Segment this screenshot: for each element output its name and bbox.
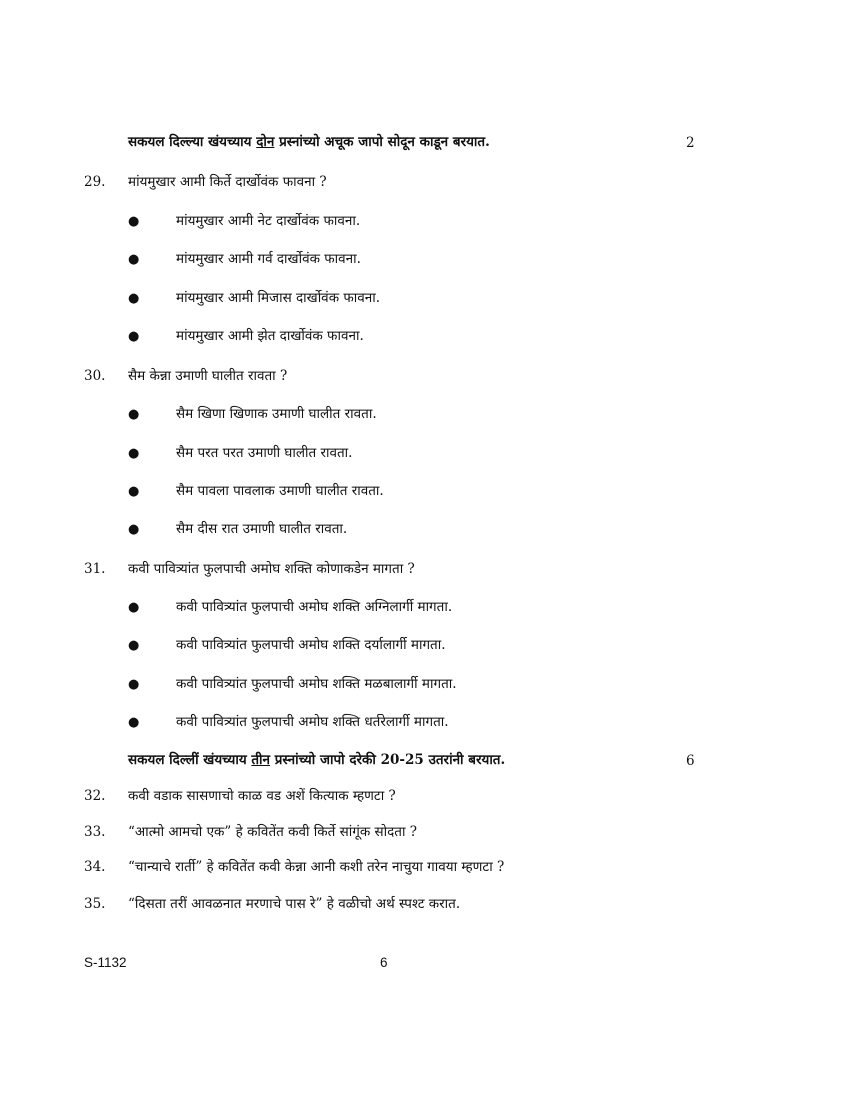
option-text: मांयमुखार आमी झेत दार्खोवंक फावना.: [176, 328, 364, 344]
question-text: “आत्मो आमचो एक” हे कवितेंत कवी किर्ते सांगूंक सोदता ?: [128, 824, 418, 840]
option-text: सैम दीस रात उमाणी घालीत रावता.: [176, 521, 348, 537]
question-text: मांयमुखार आमी किर्ते दार्खोवंक फावना ?: [128, 174, 327, 190]
question-number: 30.: [84, 368, 106, 384]
section-a-instruction: [128, 132, 490, 152]
page-number: 6: [380, 955, 388, 970]
option-text: कवी पावित्र्यांत फुलपाची अमोघ शक्ति दर्यालार्गी मागता.: [176, 637, 446, 653]
question-text: “चान्याचे रार्ती” हे कवितेंत कवी केन्ना आनी कशी तरेन नाचुया गावया म्हणटा ?: [128, 859, 505, 875]
section-b-instruction: [128, 750, 505, 770]
section-b-pre: सकयल दिल्लीं खंयच्याय: [128, 752, 252, 768]
section-a-count: दोन: [256, 134, 275, 150]
question-number: 35.: [84, 896, 106, 912]
section-b-marks: 6: [686, 753, 695, 769]
option-text: कवी पावित्र्यांत फुलपाची अमोघ शक्ति मळबालार्गी मागता.: [176, 676, 457, 692]
question-text: कवी वडाक सासणाचो काळ वड अशें कित्याक म्हणटा ?: [128, 788, 396, 804]
question-number: 31.: [84, 561, 106, 577]
bullet-icon: ●: [128, 638, 140, 653]
bullet-icon: ●: [128, 252, 140, 267]
section-b-post: प्रस्नांच्यो जापो दरेकी 20-25 उतरांनी बरयात.: [270, 752, 506, 768]
question-text: सैम केन्ना उमाणी घालीत रावता ?: [128, 368, 288, 384]
section-a-post: प्रस्नांच्यो अचूक जापो सोदून काडून बरयात.: [274, 134, 490, 150]
section-a-marks: 2: [686, 135, 695, 151]
bullet-icon: ●: [128, 600, 140, 615]
bullet-icon: ●: [128, 329, 140, 344]
bullet-icon: ●: [128, 484, 140, 499]
bullet-icon: ●: [128, 522, 140, 537]
bullet-icon: ●: [128, 715, 140, 730]
option-text: मांयमुखार आमी नेट दार्खोवंक फावना.: [176, 213, 361, 229]
question-text: कवी पावित्र्यांत फुलपाची अमोघ शक्ति कोणाकडेन मागता ?: [128, 561, 415, 577]
option-text: कवी पावित्र्यांत फुलपाची अमोघ शक्ति धर्तरेलार्गी मागता.: [176, 714, 449, 730]
bullet-icon: ●: [128, 407, 140, 422]
question-number: 34.: [84, 859, 106, 875]
section-b-count: तीन: [251, 752, 271, 768]
bullet-icon: ●: [128, 446, 140, 461]
question-number: 32.: [84, 788, 106, 804]
option-text: कवी पावित्र्यांत फुलपाची अमोघ शक्ति अग्निलार्गी मागता.: [176, 599, 453, 615]
bullet-icon: ●: [128, 291, 140, 306]
question-number: 33.: [84, 824, 106, 840]
bullet-icon: ●: [128, 677, 140, 692]
question-number: 29.: [84, 174, 106, 190]
option-text: सैम पावला पावलाक उमाणी घालीत रावता.: [176, 483, 384, 499]
bullet-icon: ●: [128, 214, 140, 229]
option-text: मांयमुखार आमी मिजास दार्खोवंक फावना.: [176, 290, 381, 306]
option-text: मांयमुखार आमी गर्व दार्खोवंक फावना.: [176, 251, 361, 267]
option-text: सैम परत परत उमाणी घालीत रावता.: [176, 445, 353, 461]
section-a-pre: सकयल दिल्ल्या खंयच्याय: [128, 134, 257, 150]
option-text: सैम खिणा खिणाक उमाणी घालीत रावता.: [176, 406, 377, 422]
question-text: “दिसता तरीं आवळनात मरणाचे पास रे” हे वळीचो अर्थ स्पश्ट करात.: [128, 896, 461, 912]
paper-code: S-1132: [84, 955, 127, 970]
